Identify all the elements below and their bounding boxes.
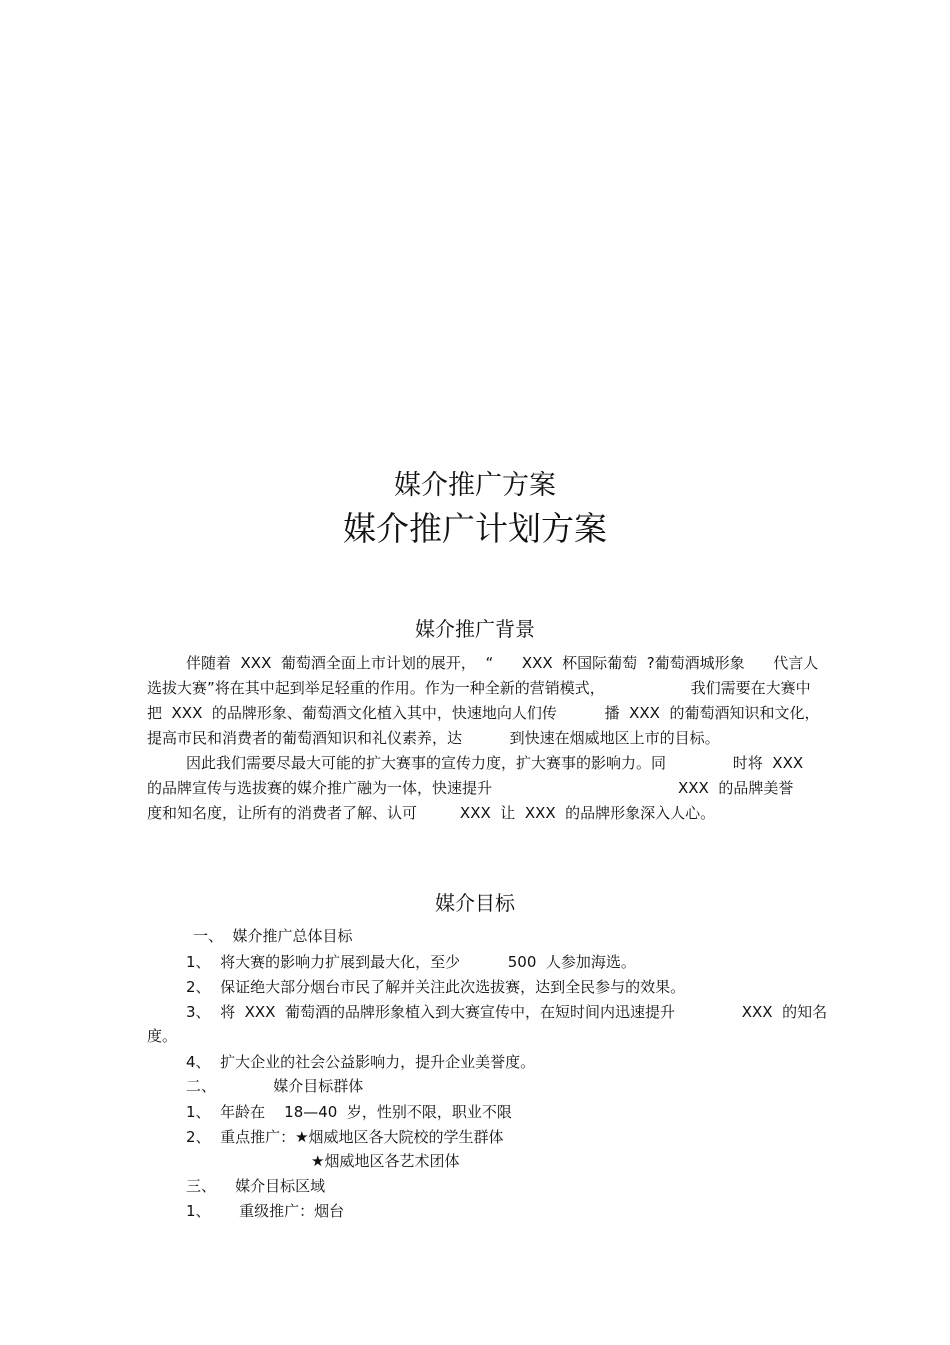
paragraph-line: 选拔大赛”将在其中起到举足轻重的作用。作为一种全新的营销模式， 我们需要在大赛中 xyxy=(147,679,811,697)
goal-line: 1、 将大赛的影响力扩展到最大化，至少 500 人参加海选。 xyxy=(186,953,636,971)
goal-line: 1、 年龄在 18—40 岁，性别不限，职业不限 xyxy=(186,1103,512,1121)
goal-line: 3、 将 XXX 葡萄酒的品牌形象植入到大赛宣传中，在短时间内迅速提升 XXX 的知名 xyxy=(186,1003,828,1021)
document-subtitle: 媒介推广计划方案 xyxy=(343,509,607,548)
goal-line: 一、 媒介推广总体目标 xyxy=(193,927,353,945)
paragraph-line: 的品牌宣传与选拔赛的媒介推广融为一体，快速提升 XXX 的品牌美誉 xyxy=(147,779,794,797)
goal-line: ★烟威地区各艺术团体 xyxy=(311,1152,460,1170)
goal-line: 三、 媒介目标区域 xyxy=(186,1177,326,1195)
paragraph-line: 把 XXX 的品牌形象、葡萄酒文化植入其中，快速地向人们传 播 XXX 的葡萄酒知识和文化， xyxy=(147,704,820,722)
section-heading-goals: 媒介目标 xyxy=(435,891,515,915)
goal-line: 2、 保证绝大部分烟台市民了解并关注此次选拔赛，达到全民参与的效果。 xyxy=(186,978,686,996)
paragraph-line: 提高市民和消费者的葡萄酒知识和礼仪素养，达 到快速在烟威地区上市的目标。 xyxy=(147,729,720,747)
paragraph-line: 因此我们需要尽最大可能的扩大赛事的宣传力度，扩大赛事的影响力。同 时将 XXX xyxy=(186,754,804,772)
goal-line: 1、 重级推广：烟台 xyxy=(186,1202,345,1220)
goal-line: 4、 扩大企业的社会公益影响力，提升企业美誉度。 xyxy=(186,1053,536,1071)
paragraph-line: 伴随着 XXX 葡萄酒全面上市计划的展开， “ XXX 杯国际葡萄 ?葡萄酒城形象 代言人 xyxy=(186,654,819,672)
goal-line: 二、 媒介目标群体 xyxy=(186,1077,364,1095)
paragraph-line: 度和知名度，让所有的消费者了解、认可 XXX 让 XXX 的品牌形象深入人心。 xyxy=(147,804,716,822)
goal-line: 度。 xyxy=(147,1027,178,1045)
section-heading-background: 媒介推广背景 xyxy=(415,617,535,641)
goal-line: 2、 重点推广：★烟威地区各大院校的学生群体 xyxy=(186,1128,504,1146)
document-title: 媒介推广方案 xyxy=(394,470,556,501)
